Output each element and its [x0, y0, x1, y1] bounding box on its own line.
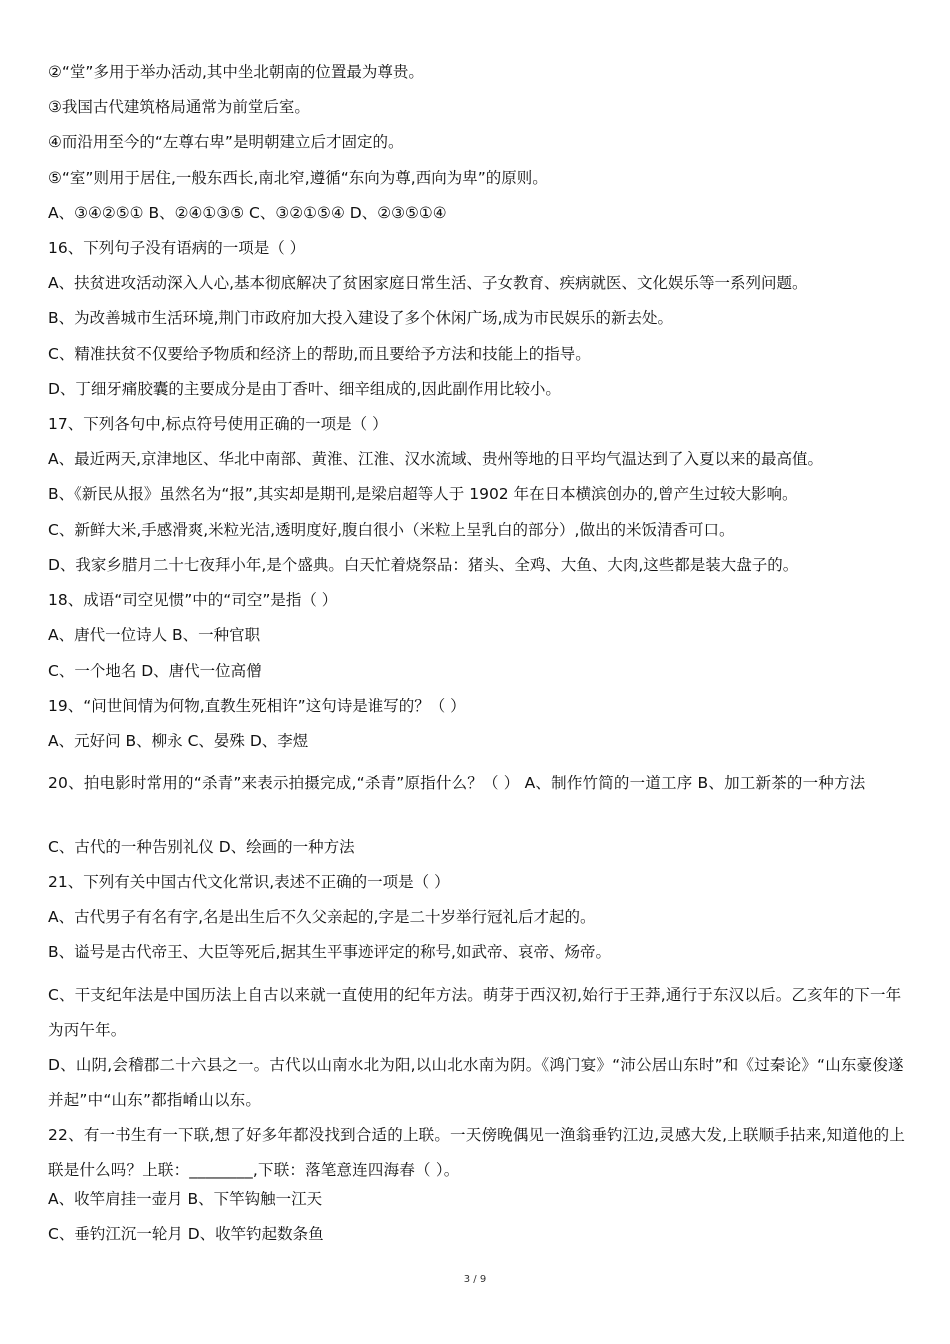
text-line: ④而沿用至今的“左尊右卑”是明朝建立后才固定的。 — [48, 133, 404, 151]
answer-options: A、元好问 B、柳永 C、晏殊 D、李煜 — [48, 732, 309, 750]
text-line: D、我家乡腊月二十七夜拜小年,是个盛典。白天忙着烧祭品：猪头、全鸡、大鱼、大肉,这些都是装大盘子的。 — [48, 556, 799, 574]
text-line: ②“堂”多用于举办活动,其中坐北朝南的位置最为尊贵。 — [48, 63, 424, 81]
question-16: 16、下列句子没有语病的一项是（ ） — [48, 239, 306, 257]
question-19: 19、“问世间情为何物,直教生死相许”这句诗是谁写的？（ ） — [48, 697, 466, 715]
answer-options: A、收竿肩挂一壶月 B、下竿钩触一江天 — [48, 1190, 323, 1208]
question-21: 21、下列有关中国古代文化常识,表述不正确的一项是（ ） — [48, 873, 450, 891]
text-line: A、扶贫进攻活动深入人心,基本彻底解决了贫困家庭日常生活、子女教育、疾病就医、文化娱乐等一系列问题。 — [48, 274, 808, 292]
question-18: 18、成语“司空见惯”中的“司空”是指（ ） — [48, 591, 338, 609]
text-line: A、古代男子有名有字,名是出生后不久父亲起的,字是二十岁举行冠礼后才起的。 — [48, 908, 596, 926]
answer-options: C、古代的一种告别礼仪 D、绘画的一种方法 — [48, 838, 355, 856]
answer-options: A、③④②⑤① B、②④①③⑤ C、③②①⑤④ D、②③⑤①④ — [48, 204, 447, 222]
text-line: C、干支纪年法是中国历法上自古以来就一直使用的纪年方法。萌芽于西汉初,始行于王莽,通行于东汉以后。乙亥年的下一年为丙午年。 — [48, 986, 902, 1039]
text-line: C、新鲜大米,手感滑爽,米粒光洁,透明度好,腹白很小（米粒上呈乳白的部分）,做出的米饭清香可口。 — [48, 521, 735, 539]
text-line: C、精准扶贫不仅要给予物质和经济上的帮助,而且要给予方法和技能上的指导。 — [48, 345, 591, 363]
text-line: B、《新民从报》虽然名为“报”,其实却是期刊,是梁启超等人于 1902 年在日本横滨创办的,曾产生过较大影响。 — [48, 485, 798, 503]
text-line: B、谥号是古代帝王、大臣等死后,据其生平事迹评定的称号,如武帝、哀帝、炀帝。 — [48, 943, 611, 961]
answer-options: C、一个地名 D、唐代一位高僧 — [48, 662, 262, 680]
page-number: 3 / 9 — [463, 1274, 487, 1285]
text-line: ③我国古代建筑格局通常为前堂后室。 — [48, 98, 310, 116]
text-line: A、最近两天,京津地区、华北中南部、黄淮、江淮、汉水流域、贵州等地的日平均气温达到了入夏以来的最高值。 — [48, 450, 824, 468]
text-line: B、为改善城市生活环境,荆门市政府加大投入建设了多个休闲广场,成为市民娱乐的新去处。 — [48, 309, 673, 327]
text-line: D、山阴,会稽郡二十六县之一。古代以山南水北为阳,以山北水南为阴。《鸿门宴》“沛公居山东时”和《过秦论》“山东豪俊遂并起”中“山东”都指崤山以东。 — [48, 1056, 904, 1109]
question-17: 17、下列各句中,标点符号使用正确的一项是（ ） — [48, 415, 388, 433]
text-line: D、丁细牙痛胶囊的主要成分是由丁香叶、细辛组成的,因此副作用比较小。 — [48, 380, 561, 398]
text-line: ⑤“室”则用于居住,一般东西长,南北窄,遵循“东向为尊,西向为卑”的原则。 — [48, 169, 548, 187]
answer-options: C、垂钓江沉一轮月 D、收竿钓起数条鱼 — [48, 1225, 324, 1243]
question-20: 20、拍电影时常用的“杀青”来表示拍摄完成,“杀青”原指什么？（ ） A、制作竹简的一道工序 B、加工新茶的一种方法 — [48, 774, 866, 792]
answer-options: A、唐代一位诗人 B、一种官职 — [48, 626, 261, 644]
question-22: 22、有一书生有一下联,想了好多年都没找到合适的上联。一天傍晚偶见一渔翁垂钓江边,灵感大发,上联顺手拈来,知道他的上联是什么吗？上联：________,下联：落笔意连四海春（ ）。 — [48, 1126, 906, 1179]
